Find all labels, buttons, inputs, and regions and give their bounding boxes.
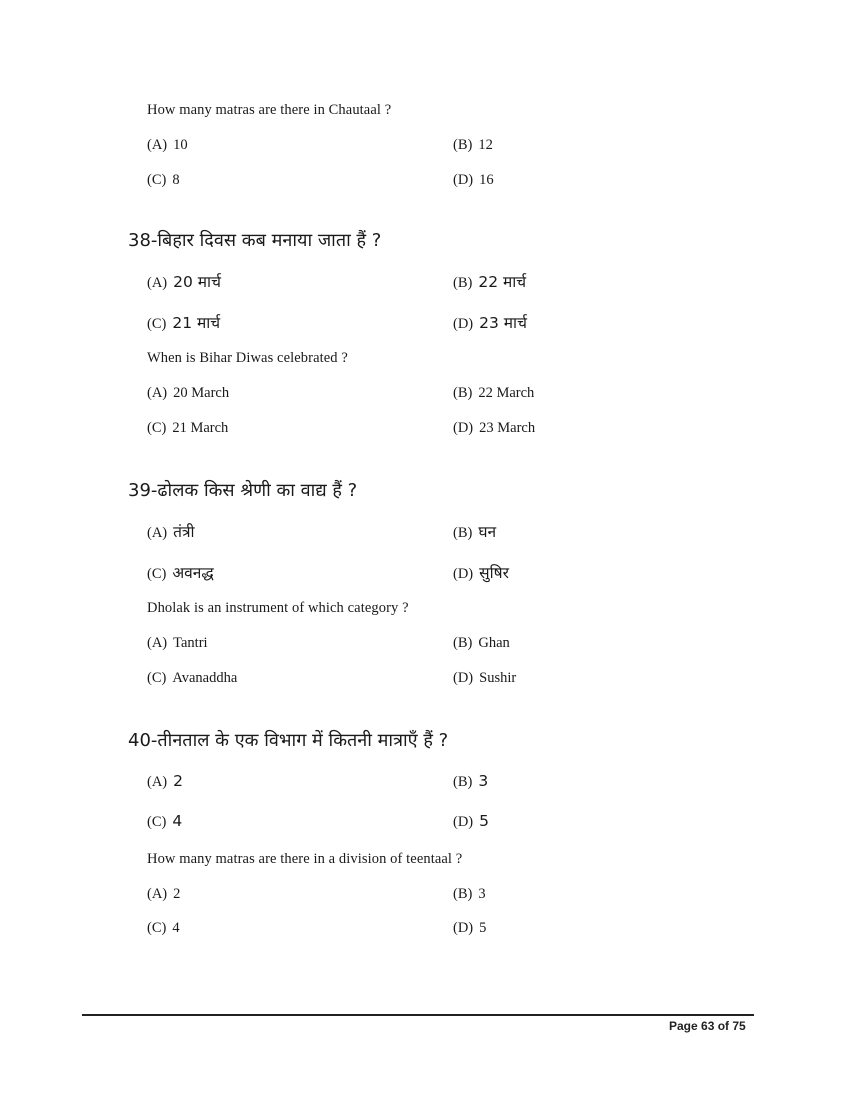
- q39-en-option-a: (A) Tantri: [147, 635, 208, 651]
- q38-en-option-a: (A) 20 March: [147, 385, 230, 401]
- question-38-english: When is Bihar Diwas celebrated ?: [147, 350, 348, 366]
- q39-hi-option-c: (C) अवनद्ध: [147, 564, 214, 582]
- q39-en-option-d: (D) Sushir: [453, 670, 517, 686]
- q37-en-option-d: (D) 16: [453, 172, 494, 188]
- q39-hi-option-b: (B) घन: [453, 523, 497, 541]
- q40-hi-option-b: (B) 3: [453, 772, 489, 790]
- q37-en-option-c: (C) 8: [147, 172, 180, 188]
- footer-divider: [82, 1014, 754, 1016]
- q38-en-option-b: (B) 22 March: [453, 385, 535, 401]
- q38-hi-option-a: (A) 20 मार्च: [147, 273, 221, 291]
- q40-hi-option-a: (A) 2: [147, 772, 184, 790]
- q38-en-option-d: (D) 23 March: [453, 420, 536, 436]
- question-40-hindi: 40-तीनताल के एक विभाग में कितनी मात्राएँ हैं ?: [128, 730, 449, 751]
- q40-hi-option-d: (D) 5: [453, 812, 490, 830]
- question-38-hindi: 38-बिहार दिवस कब मनाया जाता हैं ?: [128, 230, 382, 251]
- q37-en-option-a: (A) 10: [147, 137, 188, 153]
- q38-hi-option-d: (D) 23 मार्च: [453, 314, 527, 332]
- page-number: Page 63 of 75: [669, 1019, 746, 1033]
- q40-en-option-c: (C) 4: [147, 920, 180, 936]
- question-40-english: How many matras are there in a division of teentaal ?: [147, 851, 463, 867]
- q40-en-option-a: (A) 2: [147, 886, 181, 902]
- q39-hi-option-a: (A) तंत्री: [147, 523, 195, 541]
- question-39-english: Dholak is an instrument of which category ?: [147, 600, 409, 616]
- q40-hi-option-c: (C) 4: [147, 812, 183, 830]
- q40-en-option-b: (B) 3: [453, 886, 486, 902]
- q40-en-option-d: (D) 5: [453, 920, 487, 936]
- q38-hi-option-b: (B) 22 मार्च: [453, 273, 527, 291]
- q38-hi-option-c: (C) 21 मार्च: [147, 314, 221, 332]
- q39-en-option-b: (B) Ghan: [453, 635, 510, 651]
- question-37-english: How many matras are there in Chautaal ?: [147, 102, 392, 118]
- q39-en-option-c: (C) Avanaddha: [147, 670, 238, 686]
- q37-en-option-b: (B) 12: [453, 137, 493, 153]
- q39-hi-option-d: (D) सुषिर: [453, 564, 509, 582]
- question-39-hindi: 39-ढोलक किस श्रेणी का वाद्य हैं ?: [128, 480, 358, 501]
- q38-en-option-c: (C) 21 March: [147, 420, 229, 436]
